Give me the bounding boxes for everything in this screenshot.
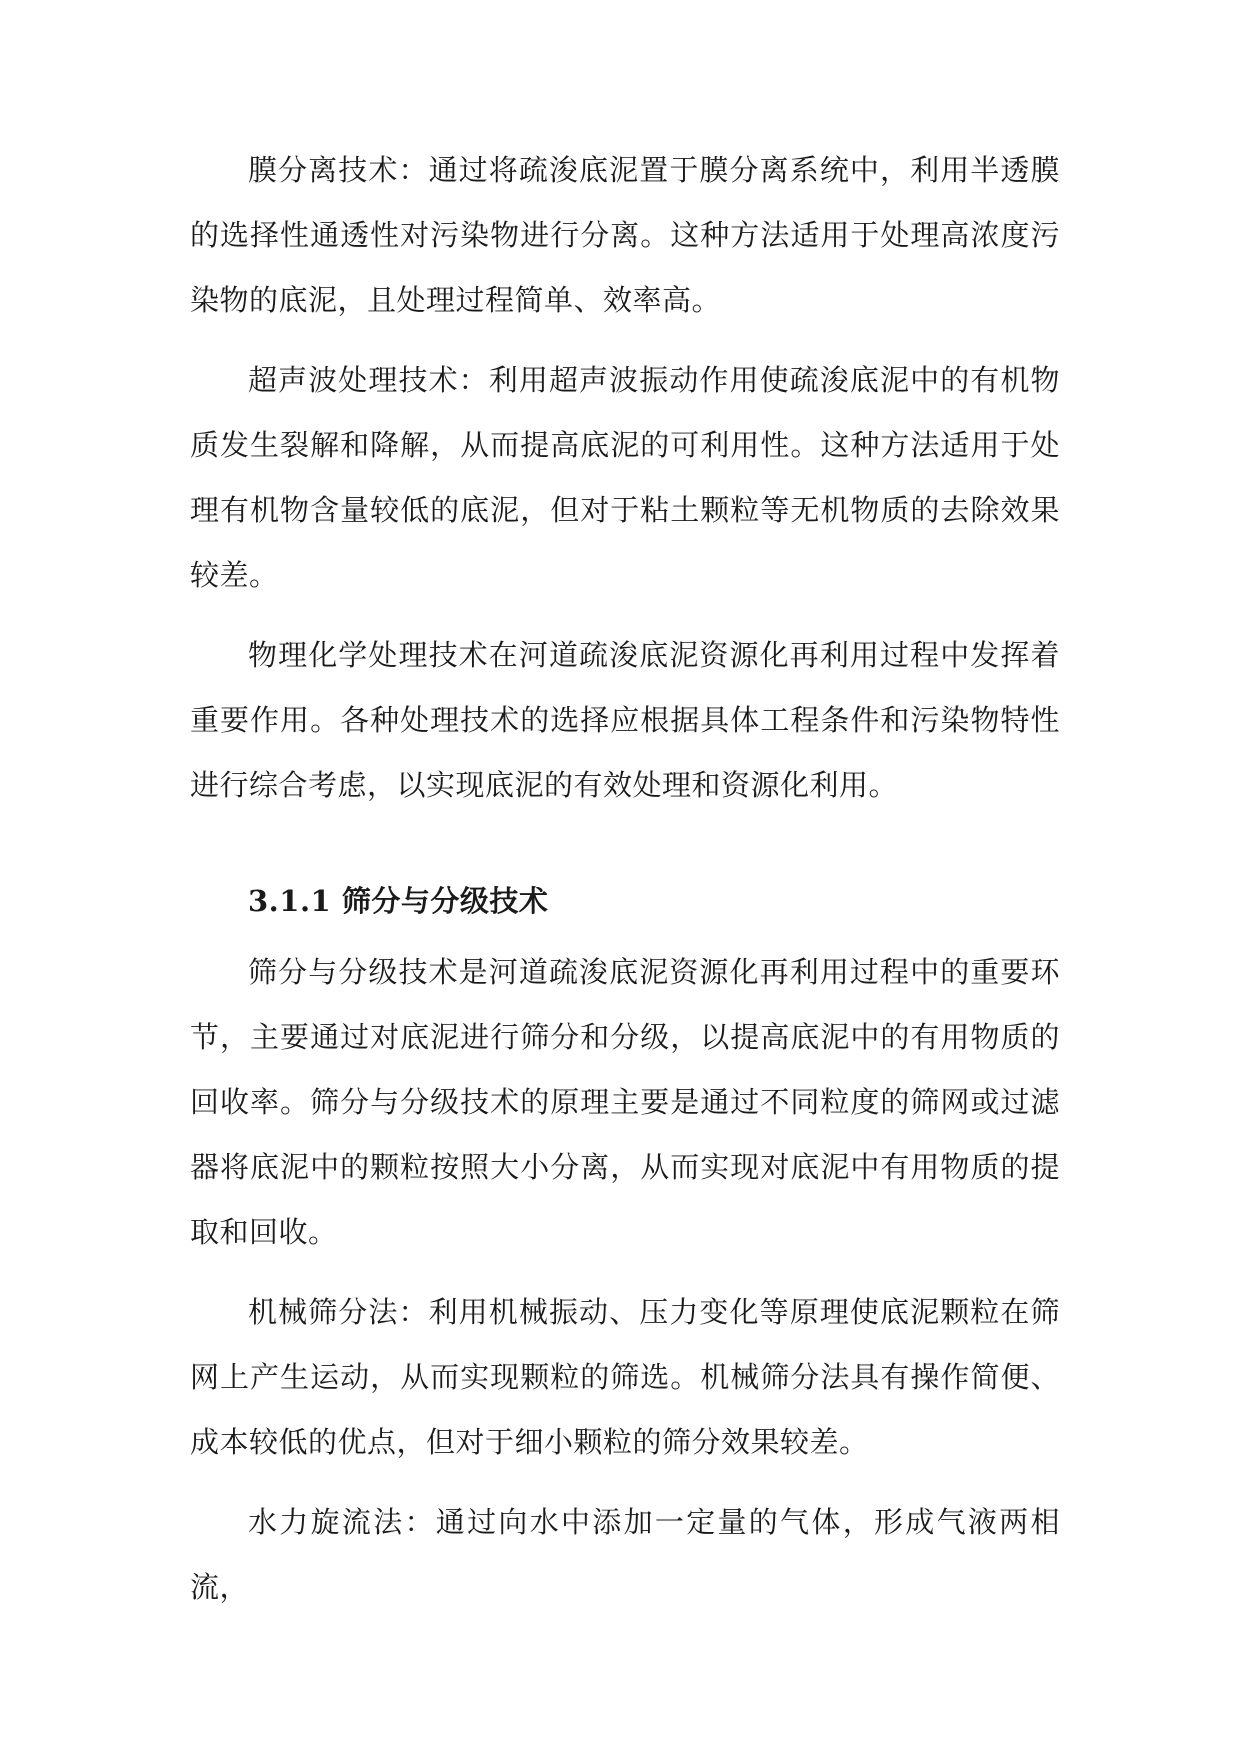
paragraph-physicochemical-summary: 物理化学处理技术在河道疏浚底泥资源化再利用过程中发挥着重要作用。各种处理技术的选择应根据具体工程条件和污染物特性进行综合考虑，以实现底泥的有效处理和资源化利用。 xyxy=(190,638,1060,802)
paragraph-mechanical-screening: 机械筛分法：利用机械振动、压力变化等原理使底泥颗粒在筛网上产生运动，从而实现颗粒的筛选。机械筛分法具有操作简便、成本较低的优点，但对于细小颗粒的筛分效果较差。 xyxy=(190,1295,1060,1459)
paragraph-ultrasonic-treatment: 超声波处理技术：利用超声波振动作用使疏浚底泥中的有机物质发生裂解和降解，从而提高底泥的可利用性。这种方法适用于处理有机物含量较低的底泥，但对于粘土颗粒等无机物质的去除效果较差。 xyxy=(190,363,1060,592)
paragraph-membrane-separation: 膜分离技术：通过将疏浚底泥置于膜分离系统中，利用半透膜的选择性通透性对污染物进行分离。这种方法适用于处理高浓度污染物的底泥，且处理过程简单、效率高。 xyxy=(190,153,1060,317)
paragraph-hydrocyclone: 水力旋流法：通过向水中添加一定量的气体，形成气液两相流， xyxy=(190,1505,1060,1604)
paragraph-screening-classification: 筛分与分级技术是河道疏浚底泥资源化再利用过程中的重要环节，主要通过对底泥进行筛分和分级，以提高底泥中的有用物质的回收率。筛分与分级技术的原理主要是通过不同粒度的筛网或过滤器将底泥中的颗粒按照大小分离，从而实现对底泥中有用物质的提取和回收。 xyxy=(190,955,1060,1249)
section-heading: 3.1.1 筛分与分级技术 xyxy=(248,884,549,918)
document-body xyxy=(190,138,1060,1620)
